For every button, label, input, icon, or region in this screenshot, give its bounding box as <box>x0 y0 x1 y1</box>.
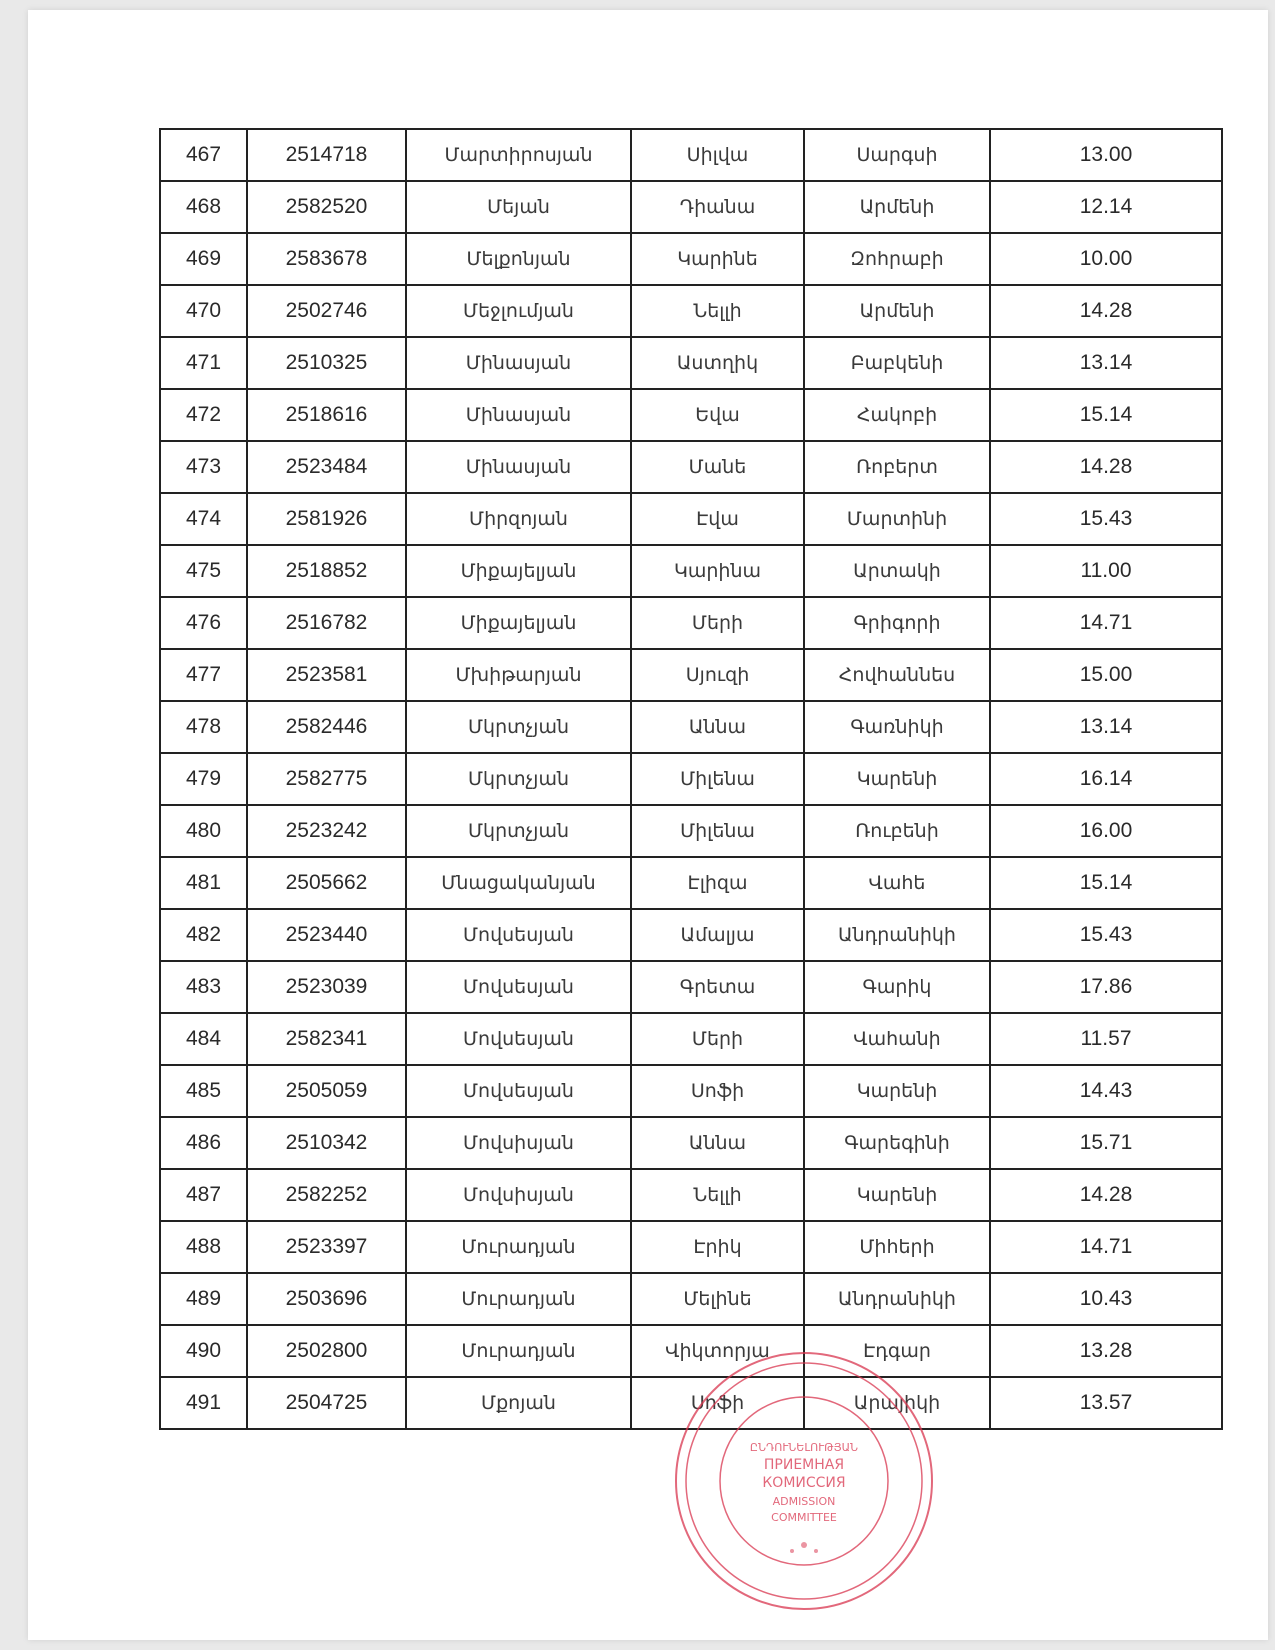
cell-score: 11.00 <box>990 545 1222 597</box>
table-row <box>160 233 1222 285</box>
cell-number: 478 <box>160 701 247 753</box>
cell-applicant-id: 2523440 <box>247 909 406 961</box>
cell-surname: Մովսիսյան <box>406 1117 631 1169</box>
cell-score: 16.00 <box>990 805 1222 857</box>
results-table <box>159 128 1223 1430</box>
cell-applicant-id: 2503696 <box>247 1273 406 1325</box>
cell-surname: Մարտիրոսյան <box>406 129 631 181</box>
table-row <box>160 441 1222 493</box>
cell-applicant-id: 2582341 <box>247 1013 406 1065</box>
cell-first-name: Էլիզա <box>631 857 804 909</box>
cell-score: 14.28 <box>990 285 1222 337</box>
cell-surname: Մեջլումյան <box>406 285 631 337</box>
cell-patronymic: Անդրանիկի <box>804 1273 990 1325</box>
cell-number: 472 <box>160 389 247 441</box>
cell-score: 10.43 <box>990 1273 1222 1325</box>
cell-surname: Մկրտչյան <box>406 805 631 857</box>
cell-applicant-id: 2504725 <box>247 1377 406 1429</box>
cell-first-name: Մելինե <box>631 1273 804 1325</box>
cell-number: 490 <box>160 1325 247 1377</box>
table-row <box>160 1065 1222 1117</box>
svg-text:ПРИЕМНАЯ: ПРИЕМНАЯ <box>763 1457 845 1473</box>
cell-first-name: Եվա <box>631 389 804 441</box>
cell-patronymic: Արայիկի <box>804 1377 990 1429</box>
document-page <box>28 10 1268 1640</box>
cell-score: 11.57 <box>990 1013 1222 1065</box>
cell-applicant-id: 2505059 <box>247 1065 406 1117</box>
cell-applicant-id: 2505662 <box>247 857 406 909</box>
cell-score: 14.71 <box>990 1221 1222 1273</box>
table-row <box>160 129 1222 181</box>
cell-patronymic: Արմենի <box>804 285 990 337</box>
cell-surname: Մովսեսյան <box>406 961 631 1013</box>
cell-patronymic: Գարիկ <box>804 961 990 1013</box>
cell-first-name: Սոֆի <box>631 1065 804 1117</box>
cell-applicant-id: 2518616 <box>247 389 406 441</box>
cell-first-name: Մերի <box>631 1013 804 1065</box>
cell-patronymic: Վահանի <box>804 1013 990 1065</box>
cell-number: 470 <box>160 285 247 337</box>
cell-surname: Մովսեսյան <box>406 909 631 961</box>
cell-first-name: Միլենա <box>631 805 804 857</box>
cell-score: 14.28 <box>990 1169 1222 1221</box>
cell-surname: Մովսիսյան <box>406 1169 631 1221</box>
cell-surname: Մովսեսյան <box>406 1065 631 1117</box>
cell-number: 479 <box>160 753 247 805</box>
cell-number: 485 <box>160 1065 247 1117</box>
table-row <box>160 753 1222 805</box>
svg-text:ԸՆԴՈՒՆԵԼՈՒԹՅԱՆ: ԸՆԴՈՒՆԵԼՈՒԹՅԱՆ <box>749 1441 859 1454</box>
cell-first-name: Աստղիկ <box>631 337 804 389</box>
cell-patronymic: Անդրանիկի <box>804 909 990 961</box>
cell-number: 487 <box>160 1169 247 1221</box>
cell-first-name: Մերի <box>631 597 804 649</box>
cell-number: 480 <box>160 805 247 857</box>
cell-number: 484 <box>160 1013 247 1065</box>
cell-first-name: Մանե <box>631 441 804 493</box>
cell-surname: Մինասյան <box>406 337 631 389</box>
cell-first-name: Նելլի <box>631 1169 804 1221</box>
table-row <box>160 1273 1222 1325</box>
table-row <box>160 545 1222 597</box>
cell-patronymic: Վահե <box>804 857 990 909</box>
cell-applicant-id: 2583678 <box>247 233 406 285</box>
cell-number: 475 <box>160 545 247 597</box>
cell-surname: Մելքոնյան <box>406 233 631 285</box>
cell-score: 13.00 <box>990 129 1222 181</box>
cell-surname: Մուրադյան <box>406 1273 631 1325</box>
cell-first-name: Էրիկ <box>631 1221 804 1273</box>
cell-surname: Մինասյան <box>406 389 631 441</box>
cell-number: 469 <box>160 233 247 285</box>
cell-number: 491 <box>160 1377 247 1429</box>
cell-score: 15.14 <box>990 857 1222 909</box>
table-row <box>160 337 1222 389</box>
cell-number: 482 <box>160 909 247 961</box>
cell-first-name: Կարինա <box>631 545 804 597</box>
table-row <box>160 805 1222 857</box>
cell-applicant-id: 2523039 <box>247 961 406 1013</box>
cell-score: 14.43 <box>990 1065 1222 1117</box>
table-row <box>160 1377 1222 1429</box>
cell-first-name: Սյուզի <box>631 649 804 701</box>
cell-applicant-id: 2502746 <box>247 285 406 337</box>
cell-score: 15.00 <box>990 649 1222 701</box>
cell-applicant-id: 2582252 <box>247 1169 406 1221</box>
cell-applicant-id: 2582520 <box>247 181 406 233</box>
cell-surname: Մնացականյան <box>406 857 631 909</box>
cell-number: 486 <box>160 1117 247 1169</box>
svg-text:ADMISSION: ADMISSION <box>772 1495 836 1508</box>
cell-surname: Միրզոյան <box>406 493 631 545</box>
cell-score: 15.43 <box>990 909 1222 961</box>
cell-first-name: Գրետա <box>631 961 804 1013</box>
table-row <box>160 857 1222 909</box>
table-row <box>160 701 1222 753</box>
cell-patronymic: Մարտինի <box>804 493 990 545</box>
table-row <box>160 181 1222 233</box>
cell-surname: Մխիթարյան <box>406 649 631 701</box>
cell-score: 13.28 <box>990 1325 1222 1377</box>
cell-first-name: Աննա <box>631 701 804 753</box>
cell-number: 473 <box>160 441 247 493</box>
cell-applicant-id: 2510342 <box>247 1117 406 1169</box>
cell-applicant-id: 2523242 <box>247 805 406 857</box>
cell-surname: Մուրադյան <box>406 1325 631 1377</box>
cell-number: 488 <box>160 1221 247 1273</box>
table-row <box>160 961 1222 1013</box>
cell-score: 14.71 <box>990 597 1222 649</box>
cell-patronymic: Միհերի <box>804 1221 990 1273</box>
table-row <box>160 1117 1222 1169</box>
cell-applicant-id: 2514718 <box>247 129 406 181</box>
cell-patronymic: Արտակի <box>804 545 990 597</box>
cell-surname: Մկրտչյան <box>406 701 631 753</box>
cell-patronymic: Սարգսի <box>804 129 990 181</box>
cell-first-name: Էվա <box>631 493 804 545</box>
cell-surname: Մքոյան <box>406 1377 631 1429</box>
cell-score: 15.43 <box>990 493 1222 545</box>
table-row <box>160 649 1222 701</box>
cell-surname: Մինասյան <box>406 441 631 493</box>
table-row <box>160 1013 1222 1065</box>
cell-patronymic: Գառնիկի <box>804 701 990 753</box>
table-row <box>160 597 1222 649</box>
cell-first-name: Սոֆի <box>631 1377 804 1429</box>
cell-score: 10.00 <box>990 233 1222 285</box>
cell-number: 474 <box>160 493 247 545</box>
table-row <box>160 493 1222 545</box>
cell-score: 13.14 <box>990 701 1222 753</box>
cell-patronymic: Կարենի <box>804 1065 990 1117</box>
table-row <box>160 1325 1222 1377</box>
cell-first-name: Աննա <box>631 1117 804 1169</box>
cell-score: 15.14 <box>990 389 1222 441</box>
cell-patronymic: Հովհաննես <box>804 649 990 701</box>
cell-patronymic: Ռուբենի <box>804 805 990 857</box>
cell-first-name: Դիանա <box>631 181 804 233</box>
cell-surname: Միքայելյան <box>406 597 631 649</box>
cell-applicant-id: 2582775 <box>247 753 406 805</box>
cell-patronymic: Գրիգորի <box>804 597 990 649</box>
cell-number: 471 <box>160 337 247 389</box>
cell-number: 476 <box>160 597 247 649</box>
cell-applicant-id: 2518852 <box>247 545 406 597</box>
cell-number: 468 <box>160 181 247 233</box>
cell-score: 14.28 <box>990 441 1222 493</box>
cell-patronymic: Էդգար <box>804 1325 990 1377</box>
cell-patronymic: Կարենի <box>804 753 990 805</box>
cell-surname: Մեյան <box>406 181 631 233</box>
cell-first-name: Ամալյա <box>631 909 804 961</box>
cell-surname: Մովսեսյան <box>406 1013 631 1065</box>
cell-surname: Միքայելյան <box>406 545 631 597</box>
cell-patronymic: Գարեգինի <box>804 1117 990 1169</box>
cell-applicant-id: 2516782 <box>247 597 406 649</box>
cell-number: 489 <box>160 1273 247 1325</box>
svg-text:КОМИССИЯ: КОМИССИЯ <box>762 1475 846 1491</box>
cell-first-name: Կարինե <box>631 233 804 285</box>
cell-patronymic: Հակոբի <box>804 389 990 441</box>
cell-number: 467 <box>160 129 247 181</box>
table-row <box>160 389 1222 441</box>
cell-number: 477 <box>160 649 247 701</box>
cell-first-name: Նելլի <box>631 285 804 337</box>
cell-applicant-id: 2523484 <box>247 441 406 493</box>
table-row <box>160 285 1222 337</box>
cell-first-name: Վիկտորյա <box>631 1325 804 1377</box>
cell-patronymic: Զոհրաբի <box>804 233 990 285</box>
cell-score: 13.14 <box>990 337 1222 389</box>
cell-applicant-id: 2502800 <box>247 1325 406 1377</box>
cell-surname: Մկրտչյան <box>406 753 631 805</box>
table-row <box>160 1169 1222 1221</box>
cell-number: 481 <box>160 857 247 909</box>
cell-score: 16.14 <box>990 753 1222 805</box>
table-row <box>160 1221 1222 1273</box>
table-body <box>160 129 1222 1429</box>
cell-patronymic: Արմենի <box>804 181 990 233</box>
cell-first-name: Միլենա <box>631 753 804 805</box>
cell-score: 12.14 <box>990 181 1222 233</box>
cell-score: 17.86 <box>990 961 1222 1013</box>
cell-patronymic: Ռոբերտ <box>804 441 990 493</box>
cell-number: 483 <box>160 961 247 1013</box>
cell-applicant-id: 2523397 <box>247 1221 406 1273</box>
cell-applicant-id: 2582446 <box>247 701 406 753</box>
cell-score: 15.71 <box>990 1117 1222 1169</box>
cell-applicant-id: 2523581 <box>247 649 406 701</box>
cell-applicant-id: 2581926 <box>247 493 406 545</box>
cell-first-name: Սիլվա <box>631 129 804 181</box>
cell-patronymic: Բաբկենի <box>804 337 990 389</box>
cell-applicant-id: 2510325 <box>247 337 406 389</box>
cell-surname: Մուրադյան <box>406 1221 631 1273</box>
svg-text:COMMITTEE: COMMITTEE <box>771 1511 837 1524</box>
cell-score: 13.57 <box>990 1377 1222 1429</box>
cell-patronymic: Կարենի <box>804 1169 990 1221</box>
table-row <box>160 909 1222 961</box>
